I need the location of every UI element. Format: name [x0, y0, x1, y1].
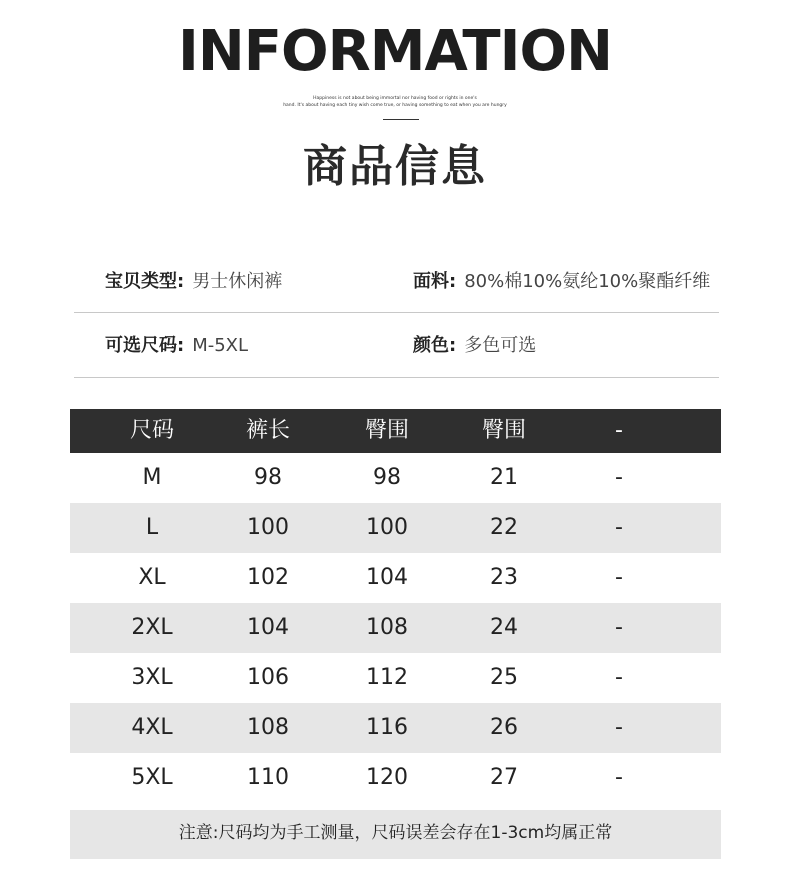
cell-hip-2: 25	[490, 665, 518, 690]
cell-hip: 100	[366, 515, 408, 540]
cell-hip-2: 26	[490, 715, 518, 740]
cell-length: 102	[247, 565, 289, 590]
cell-size: L	[145, 515, 159, 540]
table-row	[70, 703, 721, 753]
tagline-line-2: hand. It's about having each tiny wish come true, or having something to eat when you are hungry	[283, 103, 507, 108]
info-row-2	[0, 334, 790, 358]
size-table-header	[70, 409, 721, 453]
color-label: 颜色:	[413, 335, 457, 356]
table-row	[70, 553, 721, 603]
header-blank: -	[615, 418, 623, 443]
cell-size: 3XL	[131, 665, 173, 690]
cell-blank: -	[615, 715, 623, 740]
cell-blank: -	[615, 615, 623, 640]
cell-hip: 116	[366, 715, 408, 740]
cell-hip: 108	[366, 615, 408, 640]
cell-hip: 112	[366, 665, 408, 690]
cell-hip: 104	[366, 565, 408, 590]
product-type-field	[105, 270, 282, 294]
cell-size: XL	[138, 565, 166, 590]
table-row	[70, 453, 721, 503]
cell-length: 106	[247, 665, 289, 690]
cell-size: 5XL	[131, 765, 173, 790]
measurement-note: 注意:尺码均为手工测量，尺码误差会存在1-3cm均属正常	[70, 810, 721, 859]
table-row	[70, 603, 721, 653]
info-divider-2	[74, 377, 719, 378]
cell-blank: -	[615, 665, 623, 690]
color-field	[413, 334, 536, 358]
cell-length: 104	[247, 615, 289, 640]
cell-length: 110	[247, 765, 289, 790]
fabric-value: 80%棉10%氨纶10%聚酯纤维	[464, 271, 711, 292]
section-title: 商品信息	[303, 141, 487, 192]
header-hip: 臀围	[364, 418, 409, 443]
tagline-line-1: Happiness is not about being immortal nor having food or rights in one's	[313, 96, 477, 101]
fabric-label: 面料:	[413, 271, 457, 292]
cell-hip: 120	[366, 765, 408, 790]
size-range-field	[105, 334, 248, 358]
product-type-value: 男士休闲裤	[192, 271, 283, 292]
size-range-label: 可选尺码:	[105, 335, 185, 356]
table-row	[70, 503, 721, 553]
page-headline: INFORMATION	[178, 19, 612, 84]
cell-hip: 98	[373, 465, 401, 490]
cell-length: 108	[247, 715, 289, 740]
cell-size: 2XL	[131, 615, 173, 640]
header-hip-2: 臀围	[481, 418, 526, 443]
color-value: 多色可选	[464, 335, 537, 356]
cell-blank: -	[615, 465, 623, 490]
cell-hip-2: 23	[490, 565, 518, 590]
size-range-value: M-5XL	[192, 335, 249, 356]
cell-hip-2: 22	[490, 515, 518, 540]
size-table	[70, 409, 721, 803]
cell-size: 4XL	[131, 715, 173, 740]
fabric-field	[413, 270, 710, 294]
table-row	[70, 653, 721, 703]
header-size: 尺码	[129, 418, 174, 443]
cell-blank: -	[615, 565, 623, 590]
product-type-label: 宝贝类型:	[105, 271, 185, 292]
cell-hip-2: 24	[490, 615, 518, 640]
cell-blank: -	[615, 765, 623, 790]
cell-hip-2: 27	[490, 765, 518, 790]
cell-hip-2: 21	[490, 465, 518, 490]
info-divider-1	[74, 312, 719, 313]
cell-size: M	[142, 465, 162, 490]
header-length: 裤长	[245, 418, 290, 443]
info-row-1	[0, 270, 790, 294]
cell-length: 98	[254, 465, 282, 490]
title-divider	[383, 119, 419, 120]
cell-blank: -	[615, 515, 623, 540]
cell-length: 100	[247, 515, 289, 540]
table-row	[70, 753, 721, 803]
